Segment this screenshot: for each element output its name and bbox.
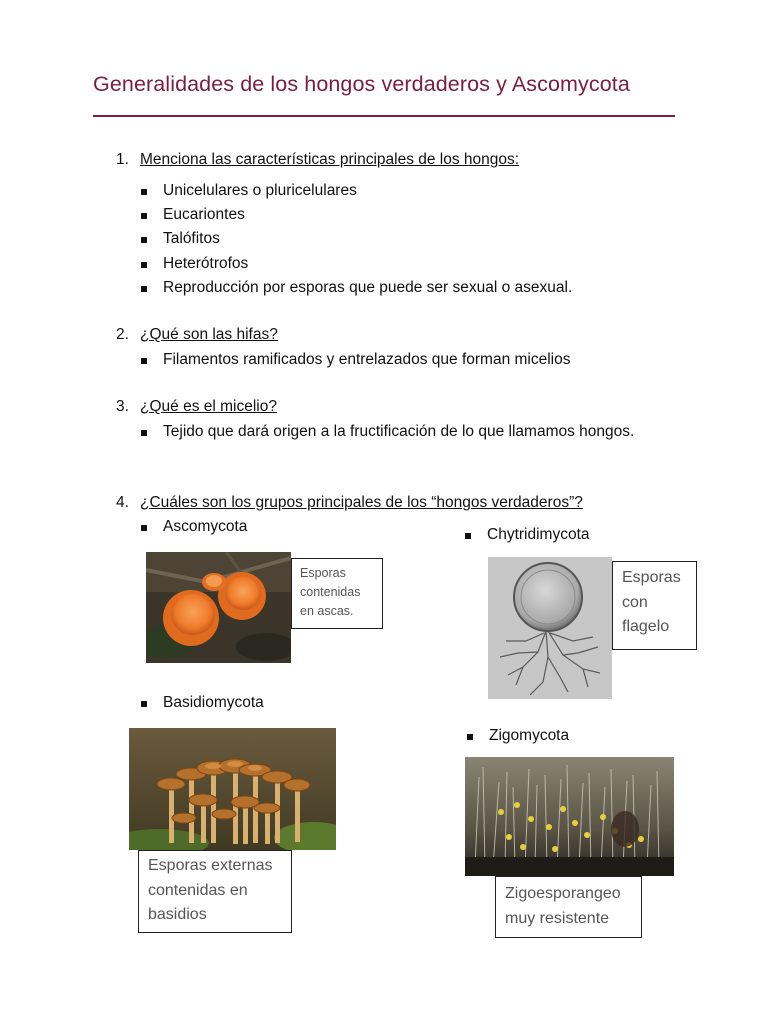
bullet-icon bbox=[141, 262, 147, 268]
page-title: Generalidades de los hongos verdaderos y Ascomycota bbox=[93, 72, 630, 96]
question-text: Menciona las características principales de los hongos: bbox=[140, 151, 520, 168]
bullet-icon bbox=[141, 430, 147, 436]
question-text: ¿Cuáles son los grupos principales de los “hongos verdaderos”? bbox=[140, 494, 583, 511]
orange-cup-fungus-photo bbox=[146, 552, 291, 663]
question-number: 1. bbox=[116, 151, 129, 168]
mold-sporangia-photo bbox=[465, 757, 674, 876]
zigomycota-callout: Zigoesporangeo muy resistente bbox=[495, 876, 642, 938]
list-item-text: Tejido que dará origen a la fructificación de lo que llamamos hongos. bbox=[163, 423, 635, 440]
bullet-icon bbox=[141, 358, 147, 364]
chytridiomycota-callout: Esporas con flagelo bbox=[612, 561, 697, 650]
question-number: 2. bbox=[116, 326, 129, 343]
basidiomycota-callout: Esporas externas contenidas en basidios bbox=[138, 850, 292, 933]
question-text: ¿Qué es el micelio? bbox=[140, 398, 277, 415]
bullet-icon bbox=[141, 189, 147, 195]
bullet-icon bbox=[141, 525, 147, 531]
bullet-icon bbox=[467, 734, 473, 740]
bullet-icon bbox=[141, 286, 147, 292]
bullet-icon bbox=[465, 533, 471, 539]
bullet-icon bbox=[141, 237, 147, 243]
title-rule bbox=[93, 115, 675, 117]
question-text: ¿Qué son las hifas? bbox=[140, 326, 278, 343]
bullet-icon bbox=[141, 213, 147, 219]
question-number: 4. bbox=[116, 494, 129, 511]
ascomycota-callout: Esporas contenidas en ascas. bbox=[291, 558, 383, 629]
chytrid-microscope-photo bbox=[488, 557, 612, 699]
question-number: 3. bbox=[116, 398, 129, 415]
bullet-icon bbox=[141, 701, 147, 707]
mushroom-cluster-photo bbox=[129, 728, 336, 850]
